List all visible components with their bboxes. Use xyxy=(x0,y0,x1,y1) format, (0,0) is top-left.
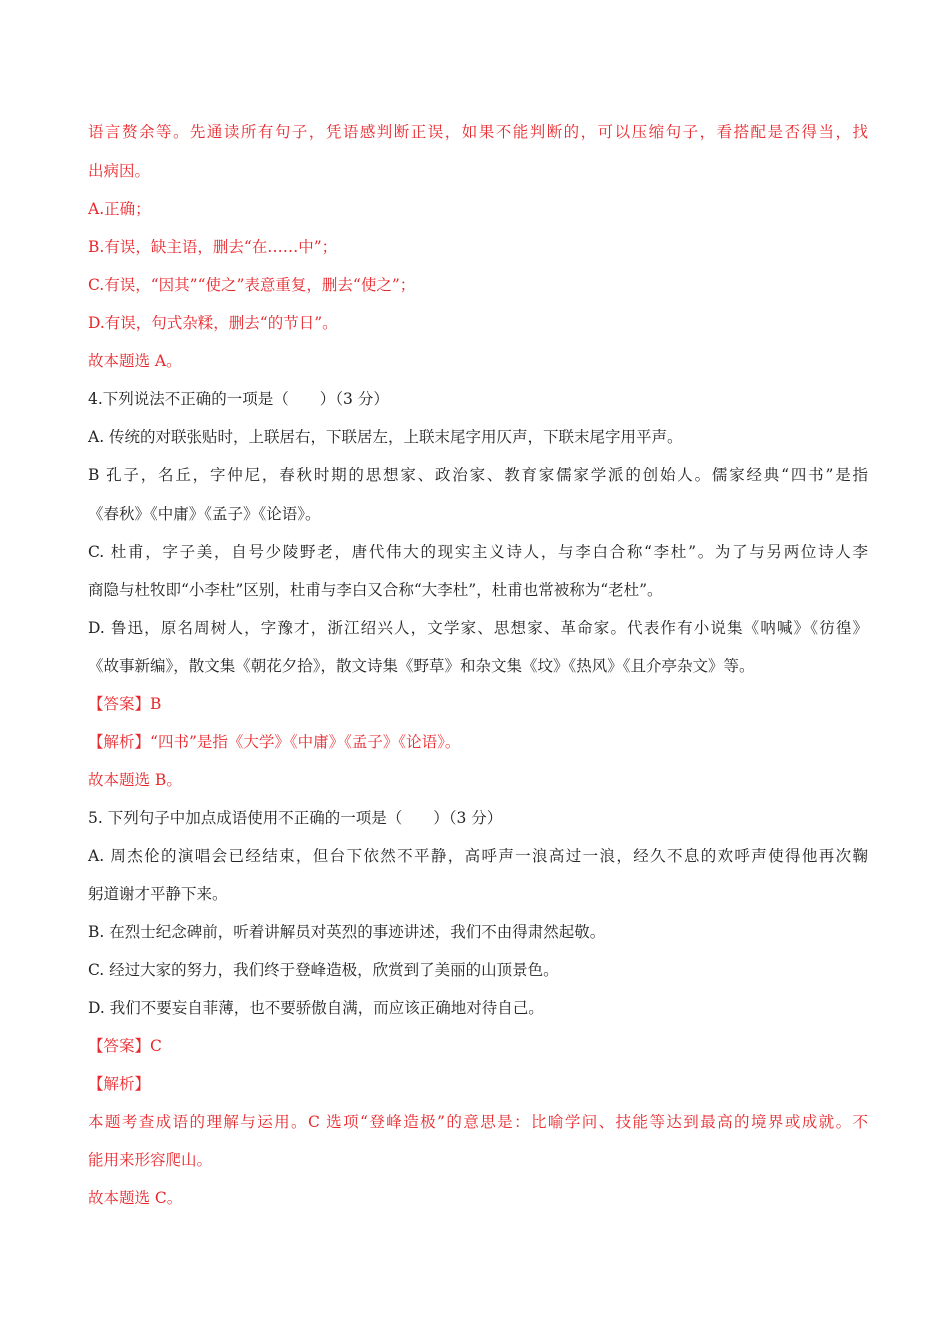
question-4-option-c: C. 杜甫，字子美，自号少陵野老，唐代伟大的现实主义诗人，与李白合称“李杜”。为了与另两位诗人李 xyxy=(88,543,868,561)
question-5-option-a: A. 周杰伦的演唱会已经结束，但台下依然不平静，高呼声一浪高过一浪，经久不息的欢呼声使得他再次鞠 xyxy=(88,847,868,865)
analysis-label: 【解析】 xyxy=(88,733,151,751)
conclusion: 故本题选 B。 xyxy=(88,771,182,789)
question-4-option-b-cont: 《春秋》《中庸》《孟子》《论语》。 xyxy=(88,505,321,523)
option-b-explanation: B.有误，缺主语，删去“在……中”； xyxy=(88,238,338,256)
answer-label: 【答案】 xyxy=(88,1037,151,1055)
analysis-text: “四书”是指《大学》《中庸》《孟子》《论语》。 xyxy=(150,733,461,751)
question-5-option-c: C. 经过大家的努力，我们终于登峰造极，欣赏到了美丽的山顶景色。 xyxy=(88,961,559,979)
option-a-explanation: A.正确； xyxy=(88,200,151,218)
question-4-answer xyxy=(88,693,868,715)
analysis-line: 语言赘余等。先通读所有句子，凭语感判断正误，如果不能判断的，可以压缩句子，看搭配是否得当，找 xyxy=(88,123,868,141)
question-5-answer xyxy=(88,1035,868,1057)
question-4-option-d: D. 鲁迅，原名周树人，字豫才，浙江绍兴人，文学家、思想家、革命家。代表作有小说集《呐喊》《彷徨》 xyxy=(88,619,868,637)
option-c-explanation: C.有误，“因其”“使之”表意重复，删去“使之”； xyxy=(88,276,416,294)
question-5-analysis: 本题考查成语的理解与运用。C 选项“登峰造极”的意思是：比喻学问、技能等达到最高的境界或成就。不 xyxy=(88,1113,868,1131)
question-5-option-a-cont: 躬道谢才平静下来。 xyxy=(88,885,228,903)
option-d-explanation: D.有误，句式杂糅，删去“的节日”。 xyxy=(88,314,338,332)
question-4-option-a: A. 传统的对联张贴时，上联居右，下联居左，上联末尾字用仄声，下联末尾字用平声。 xyxy=(88,428,683,446)
question-4-option-d-cont: 《故事新编》，散文集《朝花夕拾》，散文诗集《野草》和杂文集《坟》《热风》《且介亭杂文》等。 xyxy=(88,657,755,675)
question-4: 4.下列说法不正确的一项是（ ）（3 分） xyxy=(88,390,389,408)
question-5-analysis-cont: 能用来形容爬山。 xyxy=(88,1151,213,1169)
answer-label: 【答案】 xyxy=(88,695,151,713)
conclusion: 故本题选 C。 xyxy=(88,1189,183,1207)
question-5-option-d: D. 我们不要妄自菲薄，也不要骄傲自满，而应该正确地对待自己。 xyxy=(88,999,544,1017)
question-4-analysis xyxy=(88,731,868,753)
question-4-option-b: B 孔子，名丘，字仲尼，春秋时期的思想家、政治家、教育家儒家学派的创始人。儒家经典“四书”是指 xyxy=(88,466,868,484)
answer-value: B xyxy=(150,695,162,713)
question-5-analysis-label: 【解析】 xyxy=(88,1075,151,1093)
question-4-option-c-cont: 商隐与杜牧即“小李杜”区别，杜甫与李白又合称“大李杜”，杜甫也常被称为“老杜”。 xyxy=(88,581,663,599)
question-5: 5. 下列句子中加点成语使用不正确的一项是（ ）（3 分） xyxy=(88,809,503,827)
question-5-option-b: B. 在烈士纪念碑前，听着讲解员对英烈的事迹讲述，我们不由得肃然起敬。 xyxy=(88,923,606,941)
conclusion: 故本题选 A。 xyxy=(88,352,182,370)
analysis-line: 出病因。 xyxy=(88,162,151,180)
answer-value: C xyxy=(150,1037,162,1055)
